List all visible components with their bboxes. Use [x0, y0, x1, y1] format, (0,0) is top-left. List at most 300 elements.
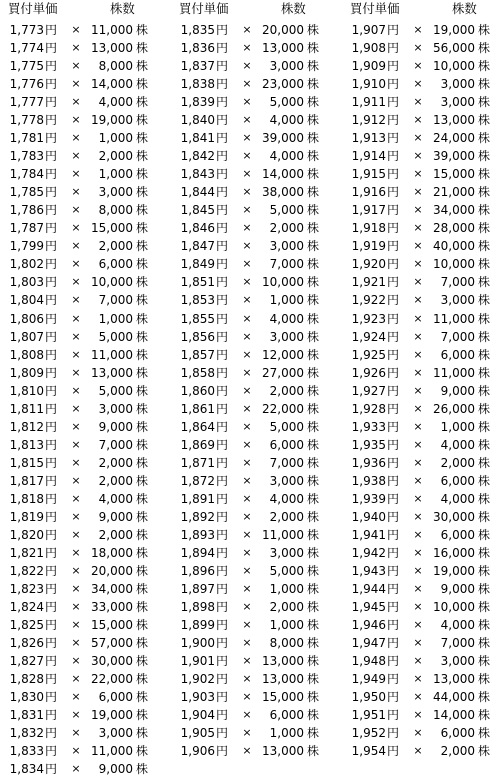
multiply-sign: × — [413, 401, 423, 415]
multiply-sign: × — [71, 167, 81, 181]
price-value: 1,903 — [180, 690, 215, 705]
table-row — [8, 219, 176, 237]
yen-unit: 円 — [216, 41, 229, 56]
multiply-sign: × — [71, 23, 81, 36]
price-value: 1,864 — [180, 419, 215, 434]
price-value: 1,775 — [9, 59, 44, 74]
yen-unit: 円 — [45, 437, 58, 452]
multiply-sign: × — [71, 762, 81, 776]
table-row — [8, 580, 176, 598]
price-value: 1,928 — [351, 401, 386, 416]
price-value: 1,845 — [180, 203, 215, 218]
multiply-sign: × — [413, 77, 423, 91]
price-value: 1,781 — [9, 131, 44, 146]
shares-unit: 株 — [136, 365, 149, 380]
multiply-sign: × — [413, 221, 423, 235]
yen-unit: 円 — [45, 23, 58, 37]
table-row — [179, 129, 347, 147]
price-value: 1,946 — [351, 618, 386, 633]
shares-unit: 株 — [136, 203, 149, 218]
multiply-sign: × — [413, 618, 423, 632]
table-row — [179, 706, 347, 724]
yen-unit: 円 — [45, 708, 58, 723]
table-row — [179, 688, 347, 706]
share-quantity: 6,000 — [98, 257, 133, 272]
shares-unit: 株 — [136, 419, 149, 434]
yen-unit: 円 — [45, 654, 58, 669]
table-row — [350, 544, 503, 562]
price-value: 1,899 — [180, 618, 215, 633]
price-value: 1,856 — [180, 329, 215, 344]
price-value: 1,897 — [180, 581, 215, 596]
table-row — [179, 562, 347, 580]
yen-unit: 円 — [216, 239, 229, 254]
share-quantity: 11,000 — [91, 347, 133, 362]
share-quantity: 9,000 — [440, 383, 475, 398]
multiply-sign: × — [242, 708, 252, 722]
share-quantity: 3,000 — [269, 59, 304, 74]
table-row — [8, 472, 176, 490]
shares-unit: 株 — [478, 726, 491, 741]
shares-unit: 株 — [136, 41, 149, 56]
share-quantity: 7,000 — [440, 329, 475, 344]
share-quantity: 7,000 — [269, 455, 304, 470]
shares-unit: 株 — [478, 527, 491, 542]
table-row — [8, 346, 176, 364]
multiply-sign: × — [71, 329, 81, 343]
price-value: 1,896 — [180, 563, 215, 578]
multiply-sign: × — [71, 672, 81, 686]
share-quantity: 8,000 — [98, 203, 133, 218]
table-row — [8, 508, 176, 526]
share-quantity: 1,000 — [269, 293, 304, 308]
multiply-sign: × — [413, 185, 423, 199]
share-quantity: 2,000 — [269, 509, 304, 524]
yen-unit: 円 — [387, 329, 400, 344]
multiply-sign: × — [413, 23, 423, 36]
share-quantity: 11,000 — [433, 365, 475, 380]
yen-unit: 円 — [216, 636, 229, 651]
yen-unit: 円 — [387, 275, 400, 290]
multiply-sign: × — [242, 23, 252, 36]
table-row — [8, 634, 176, 652]
column-header — [8, 0, 176, 18]
table-row — [350, 57, 503, 75]
shares-unit: 株 — [136, 383, 149, 398]
multiply-sign: × — [413, 59, 423, 73]
shares-unit: 株 — [478, 59, 491, 74]
yen-unit: 円 — [387, 437, 400, 452]
shares-unit: 株 — [307, 473, 320, 488]
yen-unit: 円 — [216, 654, 229, 669]
multiply-sign: × — [242, 311, 252, 325]
multiply-sign: × — [413, 563, 423, 577]
share-quantity: 10,000 — [91, 275, 133, 290]
multiply-sign: × — [71, 41, 81, 55]
table-row — [350, 490, 503, 508]
yen-unit: 円 — [216, 527, 229, 542]
price-value: 1,906 — [180, 744, 215, 759]
table-row — [350, 165, 503, 183]
table-row — [179, 147, 347, 165]
table-row — [179, 291, 347, 309]
yen-unit: 円 — [45, 672, 58, 687]
shares-unit: 株 — [136, 726, 149, 741]
table-row — [179, 400, 347, 418]
shares-unit: 株 — [307, 455, 320, 470]
table-row — [8, 724, 176, 742]
share-quantity: 14,000 — [433, 708, 475, 723]
shares-unit: 株 — [307, 509, 320, 524]
multiply-sign: × — [413, 636, 423, 650]
multiply-sign: × — [242, 221, 252, 235]
shares-unit: 株 — [478, 239, 491, 254]
share-quantity: 3,000 — [98, 185, 133, 200]
share-quantity: 4,000 — [98, 95, 133, 110]
shares-unit: 株 — [136, 275, 149, 290]
table-row — [179, 616, 347, 634]
multiply-sign: × — [71, 365, 81, 379]
yen-unit: 円 — [45, 275, 58, 290]
shares-unit: 株 — [307, 311, 320, 326]
multiply-sign: × — [242, 563, 252, 577]
shares-unit: 株 — [478, 113, 491, 128]
share-quantity: 34,000 — [433, 203, 475, 218]
price-value: 1,841 — [180, 131, 215, 146]
yen-unit: 円 — [216, 221, 229, 236]
price-value: 1,939 — [351, 491, 386, 506]
price-value: 1,947 — [351, 636, 386, 651]
multiply-sign: × — [242, 275, 252, 289]
multiply-sign: × — [71, 708, 81, 722]
shares-unit: 株 — [478, 257, 491, 272]
share-quantity: 5,000 — [269, 419, 304, 434]
multiply-sign: × — [242, 419, 252, 433]
shares-unit: 株 — [478, 95, 491, 110]
price-value: 1,833 — [9, 744, 44, 759]
yen-unit: 円 — [45, 726, 58, 741]
share-quantity: 1,000 — [440, 419, 475, 434]
multiply-sign: × — [242, 491, 252, 505]
multiply-sign: × — [71, 636, 81, 650]
shares-unit: 株 — [307, 185, 320, 200]
price-value: 1,811 — [9, 401, 44, 416]
price-value: 1,809 — [9, 365, 44, 380]
multiply-sign: × — [413, 491, 423, 505]
yen-unit: 円 — [387, 491, 400, 506]
shares-unit: 株 — [478, 149, 491, 164]
share-quantity: 44,000 — [433, 690, 475, 705]
share-quantity: 10,000 — [433, 59, 475, 74]
yen-unit: 円 — [387, 527, 400, 542]
shares-unit: 株 — [478, 221, 491, 236]
share-quantity: 20,000 — [91, 563, 133, 578]
shares-unit: 株 — [478, 708, 491, 723]
price-value: 1,926 — [351, 365, 386, 380]
table-row — [8, 418, 176, 436]
price-value: 1,855 — [180, 311, 215, 326]
table-row — [179, 364, 347, 382]
shares-unit: 株 — [136, 149, 149, 164]
shares-unit: 株 — [307, 239, 320, 254]
yen-unit: 円 — [45, 41, 58, 56]
price-value: 1,849 — [180, 257, 215, 272]
table-row — [350, 291, 503, 309]
multiply-sign: × — [413, 527, 423, 541]
yen-unit: 円 — [387, 239, 400, 254]
share-quantity: 13,000 — [91, 365, 133, 380]
table-row — [350, 652, 503, 670]
table-row — [350, 382, 503, 400]
multiply-sign: × — [242, 636, 252, 650]
multiply-sign: × — [413, 149, 423, 163]
yen-unit: 円 — [45, 600, 58, 614]
table-row — [179, 165, 347, 183]
price-value: 1,777 — [9, 95, 44, 110]
multiply-sign: × — [71, 744, 81, 758]
shares-unit: 株 — [307, 581, 320, 596]
multiply-sign: × — [242, 545, 252, 559]
price-value: 1,843 — [180, 167, 215, 182]
multiply-sign: × — [242, 581, 252, 595]
yen-unit: 円 — [45, 131, 58, 146]
share-quantity: 7,000 — [440, 275, 475, 290]
shares-unit: 株 — [307, 672, 320, 687]
multiply-sign: × — [242, 149, 252, 163]
multiply-sign: × — [242, 654, 252, 668]
share-quantity: 9,000 — [98, 509, 133, 524]
yen-unit: 円 — [45, 293, 58, 308]
yen-unit: 円 — [387, 347, 400, 362]
share-quantity: 1,000 — [269, 726, 304, 741]
price-value: 1,804 — [9, 293, 44, 308]
multiply-sign: × — [413, 311, 423, 325]
table-row — [350, 75, 503, 93]
table-row — [8, 490, 176, 508]
table-row — [179, 634, 347, 652]
yen-unit: 円 — [216, 257, 229, 272]
price-value: 1,938 — [351, 473, 386, 488]
table-row — [350, 634, 503, 652]
table-row — [8, 201, 176, 219]
multiply-sign: × — [413, 113, 423, 127]
share-quantity: 38,000 — [262, 185, 304, 200]
price-value: 1,950 — [351, 690, 386, 705]
yen-unit: 円 — [216, 293, 229, 308]
shares-unit: 株 — [478, 563, 491, 578]
share-quantity: 21,000 — [433, 185, 475, 200]
table-row — [8, 93, 176, 111]
multiply-sign: × — [71, 600, 81, 613]
table-row — [179, 652, 347, 670]
price-value: 1,869 — [180, 437, 215, 452]
price-value: 1,942 — [351, 545, 386, 560]
share-quantity: 2,000 — [98, 455, 133, 470]
shares-unit: 株 — [478, 77, 491, 92]
price-value: 1,851 — [180, 275, 215, 290]
shares-unit: 株 — [478, 383, 491, 398]
yen-unit: 円 — [45, 509, 58, 524]
shares-unit: 株 — [136, 708, 149, 723]
table-row — [350, 562, 503, 580]
yen-unit: 円 — [216, 708, 229, 723]
shares-unit: 株 — [478, 293, 491, 308]
share-quantity: 2,000 — [440, 455, 475, 470]
yen-unit: 円 — [387, 455, 400, 470]
share-quantity: 6,000 — [440, 473, 475, 488]
price-value: 1,812 — [9, 419, 44, 434]
price-value: 1,898 — [180, 600, 215, 614]
share-quantity: 39,000 — [262, 131, 304, 146]
shares-unit: 株 — [136, 473, 149, 488]
multiply-sign: × — [71, 419, 81, 433]
share-quantity: 4,000 — [269, 491, 304, 506]
yen-unit: 円 — [45, 347, 58, 362]
share-quantity: 15,000 — [91, 618, 133, 633]
shares-unit: 株 — [478, 365, 491, 380]
multiply-sign: × — [71, 149, 81, 163]
yen-unit: 円 — [216, 149, 229, 164]
price-value: 1,923 — [351, 311, 386, 326]
share-quantity: 40,000 — [433, 239, 475, 254]
price-value: 1,945 — [351, 600, 386, 614]
shares-unit: 株 — [136, 563, 149, 578]
yen-unit: 円 — [387, 77, 400, 92]
share-quantity: 13,000 — [91, 41, 133, 56]
share-quantity: 30,000 — [433, 509, 475, 524]
share-quantity: 4,000 — [440, 491, 475, 506]
yen-unit: 円 — [216, 203, 229, 218]
table-row — [350, 508, 503, 526]
yen-unit: 円 — [387, 636, 400, 651]
yen-unit: 円 — [216, 672, 229, 687]
shares-unit: 株 — [307, 113, 320, 128]
price-value: 1,799 — [9, 239, 44, 254]
table-row — [350, 670, 503, 688]
yen-unit: 円 — [216, 437, 229, 452]
shares-unit: 株 — [136, 654, 149, 669]
share-quantity: 7,000 — [440, 636, 475, 651]
table-row — [8, 57, 176, 75]
price-value: 1,860 — [180, 383, 215, 398]
yen-unit: 円 — [387, 708, 400, 723]
yen-unit: 円 — [45, 690, 58, 705]
yen-unit: 円 — [216, 600, 229, 614]
multiply-sign: × — [71, 347, 81, 361]
price-value: 1,948 — [351, 654, 386, 669]
multiply-sign: × — [242, 726, 252, 740]
share-quantity: 13,000 — [433, 672, 475, 687]
share-quantity: 9,000 — [98, 762, 133, 777]
multiply-sign: × — [242, 618, 252, 632]
share-quantity: 5,000 — [98, 383, 133, 398]
shares-unit: 株 — [307, 329, 320, 344]
shares-unit: 株 — [136, 509, 149, 524]
table-column-3 — [350, 0, 503, 760]
table-row — [179, 39, 347, 57]
price-value: 1,778 — [9, 113, 44, 128]
multiply-sign: × — [71, 311, 81, 325]
share-quantity: 33,000 — [91, 600, 133, 614]
multiply-sign: × — [413, 455, 423, 469]
multiply-sign: × — [71, 185, 81, 199]
price-value: 1,840 — [180, 113, 215, 128]
yen-unit: 円 — [216, 365, 229, 380]
table-row — [350, 742, 503, 760]
multiply-sign: × — [413, 654, 423, 668]
share-quantity: 7,000 — [98, 293, 133, 308]
share-quantity: 3,000 — [269, 239, 304, 254]
price-value: 1,825 — [9, 618, 44, 633]
price-value: 1,808 — [9, 347, 44, 362]
table-row — [350, 219, 503, 237]
shares-unit: 株 — [478, 690, 491, 705]
yen-unit: 円 — [45, 419, 58, 434]
yen-unit: 円 — [45, 618, 58, 633]
yen-unit: 円 — [45, 762, 58, 777]
shares-unit: 株 — [307, 23, 320, 37]
share-quantity: 3,000 — [269, 545, 304, 560]
share-quantity: 1,000 — [98, 167, 133, 182]
price-value: 1,954 — [351, 744, 386, 759]
yen-unit: 円 — [387, 23, 400, 37]
yen-unit: 円 — [45, 221, 58, 236]
share-quantity: 3,000 — [269, 473, 304, 488]
share-quantity: 4,000 — [440, 618, 475, 633]
price-value: 1,943 — [351, 563, 386, 578]
price-value: 1,940 — [351, 509, 386, 524]
multiply-sign: × — [413, 365, 423, 379]
yen-unit: 円 — [387, 311, 400, 326]
table-row — [8, 652, 176, 670]
yen-unit: 円 — [387, 365, 400, 380]
table-row — [8, 670, 176, 688]
yen-unit: 円 — [387, 473, 400, 488]
multiply-sign: × — [242, 473, 252, 487]
price-value: 1,893 — [180, 527, 215, 542]
column-rows — [8, 21, 176, 778]
multiply-sign: × — [71, 491, 81, 505]
shares-unit: 株 — [307, 221, 320, 236]
table-row — [8, 544, 176, 562]
shares-unit: 株 — [136, 762, 149, 777]
share-quantity: 20,000 — [262, 23, 304, 37]
shares-unit: 株 — [136, 257, 149, 272]
table-row — [350, 111, 503, 129]
table-row — [8, 255, 176, 273]
share-quantity: 5,000 — [98, 329, 133, 344]
price-value: 1,952 — [351, 726, 386, 741]
table-column-2 — [179, 0, 347, 760]
yen-unit: 円 — [387, 509, 400, 524]
table-row — [350, 706, 503, 724]
shares-unit: 株 — [478, 654, 491, 669]
shares-unit: 株 — [136, 59, 149, 74]
shares-unit: 株 — [136, 239, 149, 254]
multiply-sign: × — [413, 275, 423, 289]
shares-unit: 株 — [136, 636, 149, 651]
shares-unit: 株 — [478, 581, 491, 596]
yen-unit: 円 — [216, 131, 229, 146]
yen-unit: 円 — [45, 203, 58, 218]
share-quantity: 2,000 — [98, 239, 133, 254]
multiply-sign: × — [71, 527, 81, 541]
shares-unit: 株 — [307, 203, 320, 218]
price-value: 1,832 — [9, 726, 44, 741]
header-purchase-price: 買付単価 — [350, 1, 400, 16]
multiply-sign: × — [242, 329, 252, 343]
header-shares: 株数 — [110, 1, 135, 16]
